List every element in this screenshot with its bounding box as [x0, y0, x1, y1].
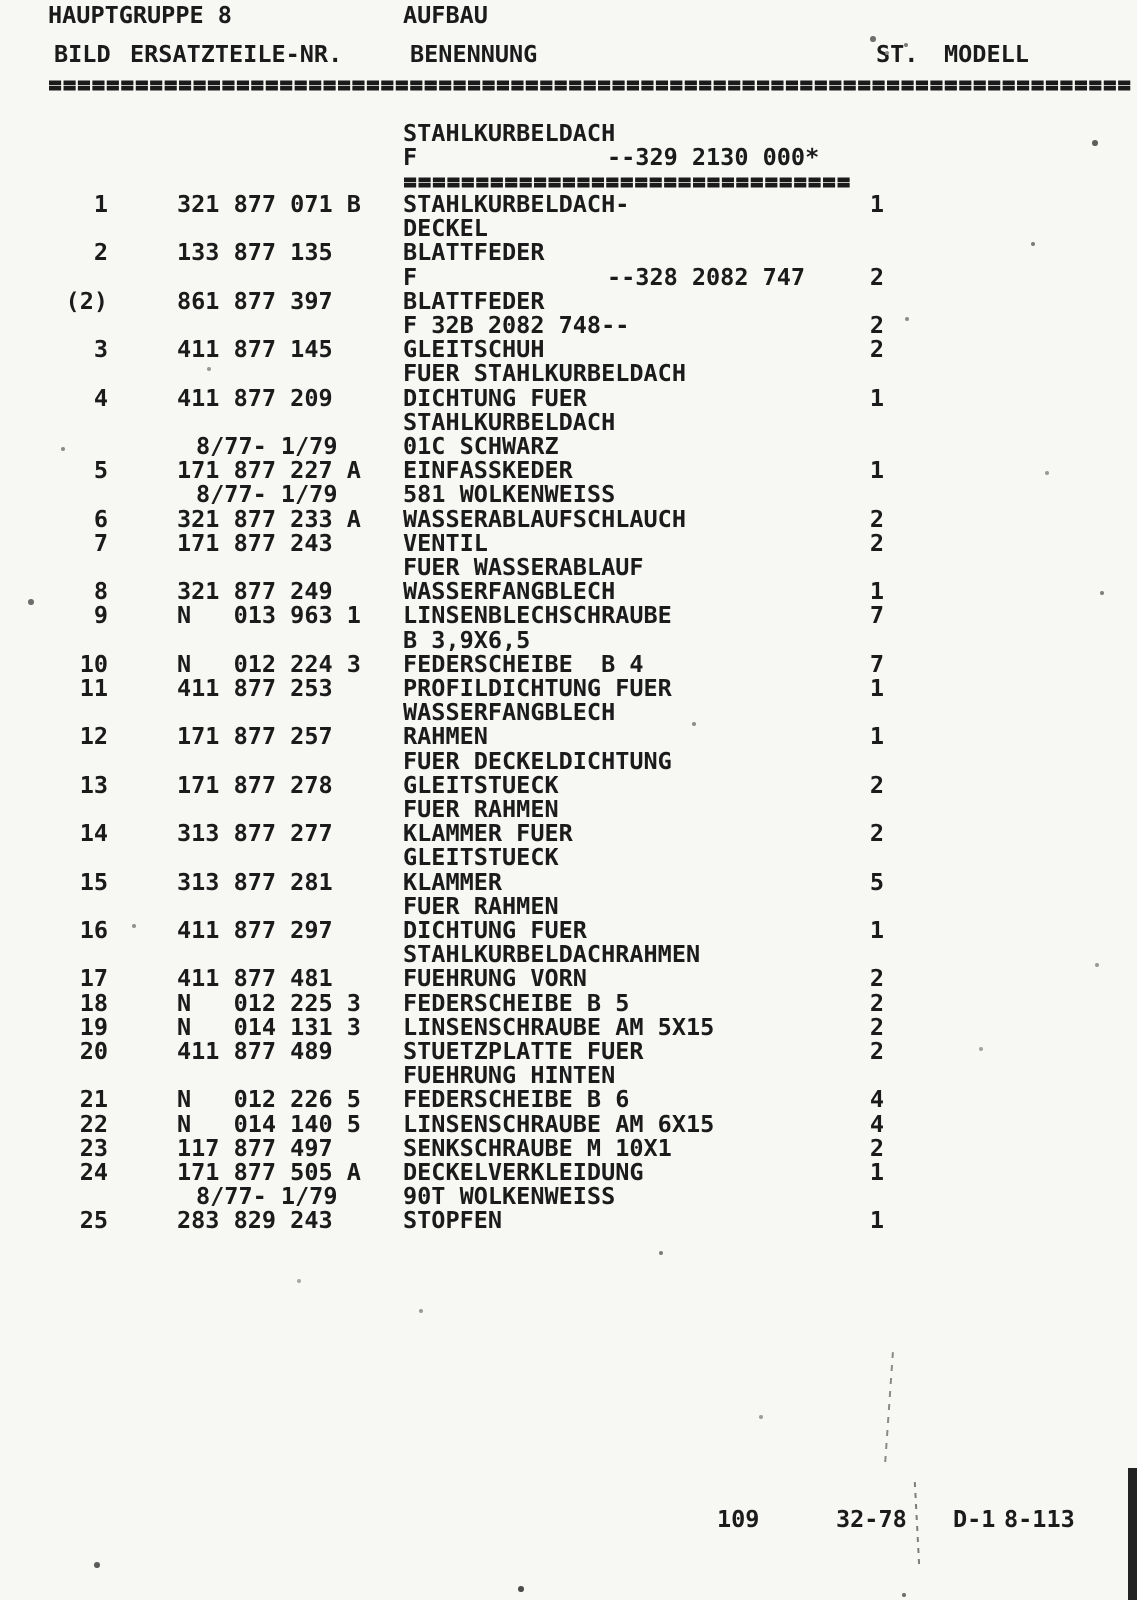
- date-range: 8/77- 1/79: [196, 480, 338, 509]
- part-description: WASSERFANGBLECH: [403, 698, 616, 727]
- part-description: FEDERSCHEIBE B 4: [403, 649, 644, 678]
- date-range: 8/77- 1/79: [196, 432, 338, 460]
- scan-speckles: [0, 0, 2, 2]
- part-description: WASSERABLAUFSCHLAUCH: [403, 504, 686, 533]
- table-row: [48, 821, 1137, 846]
- item-number: 21: [79, 1085, 108, 1114]
- part-number: 321 877 249: [177, 577, 333, 606]
- item-number: 15: [79, 867, 108, 896]
- item-number: 19: [79, 1012, 108, 1041]
- part-description: STAHLKURBELDACH: [403, 407, 616, 436]
- header-separator-row: [48, 72, 1137, 97]
- part-number: 117 877 497: [177, 1133, 333, 1162]
- column-header-part-number: ERSATZTEILE-NR.: [130, 40, 343, 68]
- part-number: 411 877 145: [177, 335, 333, 364]
- quantity: 2: [869, 1133, 884, 1162]
- table-row: [48, 361, 1137, 386]
- part-number: 171 877 505 A: [177, 1158, 361, 1186]
- part-number: 411 877 297: [177, 916, 333, 944]
- table-row: [48, 1109, 1137, 1138]
- quantity: 1: [869, 1206, 884, 1235]
- footer-section-code: D-1: [953, 1505, 996, 1533]
- assembly-title: STAHLKURBELDACH: [403, 119, 616, 147]
- part-description: F: [403, 262, 418, 291]
- item-number: 14: [79, 819, 108, 848]
- item-number: 8: [93, 577, 108, 606]
- part-number: 321 877 233 A: [177, 504, 361, 533]
- item-number: 2: [93, 238, 108, 267]
- part-number: 861 877 397: [177, 286, 333, 315]
- part-description: WASSERFANGBLECH: [403, 577, 616, 606]
- quantity: 1: [869, 456, 884, 485]
- item-number: 6: [93, 504, 108, 533]
- quantity: 2: [869, 819, 884, 848]
- quantity: 2: [869, 311, 884, 339]
- item-number: 5: [93, 456, 108, 485]
- table-row: [48, 988, 1137, 1017]
- part-description: FEDERSCHEIBE B 6: [403, 1085, 630, 1114]
- header-separator: ===========================================================================: [48, 70, 1132, 98]
- part-number: 321 877 071 B: [177, 190, 361, 218]
- assembly-title-row: [48, 121, 1137, 146]
- part-description: FUER RAHMEN: [403, 795, 559, 823]
- part-description: LINSENBLECHSCHRAUBE: [403, 601, 672, 630]
- part-description: DECKEL: [403, 214, 488, 243]
- table-row: [48, 724, 1137, 749]
- item-number: (2): [65, 286, 108, 315]
- item-number: 10: [79, 649, 108, 678]
- part-description: STOPFEN: [403, 1206, 503, 1235]
- part-number: N 013 963 1: [177, 601, 361, 630]
- item-number: 7: [93, 528, 108, 557]
- item-number: 23: [79, 1133, 108, 1162]
- part-description: DICHTUNG FUER: [403, 383, 587, 412]
- part-number: 171 877 227 A: [177, 456, 361, 485]
- part-number: 171 877 257: [177, 722, 333, 751]
- item-number: 11: [79, 674, 108, 702]
- part-number: 313 877 281: [177, 867, 333, 896]
- body-group-title: AUFBAU: [403, 1, 488, 29]
- quantity: 7: [869, 649, 884, 678]
- table-row: [48, 746, 1137, 775]
- item-number: 9: [93, 601, 108, 630]
- quantity: 1: [869, 383, 884, 412]
- item-number: 18: [79, 988, 108, 1017]
- footer-issue-code: 32-78: [836, 1505, 907, 1533]
- part-description: KLAMMER: [403, 867, 503, 896]
- part-description: FUER RAHMEN: [403, 891, 559, 920]
- table-row: [48, 845, 1137, 870]
- table-row: [48, 625, 1137, 654]
- part-number: N 012 225 3: [177, 988, 361, 1017]
- item-number: 20: [79, 1037, 108, 1065]
- table-row: [48, 1087, 1137, 1112]
- item-number: 16: [79, 916, 108, 944]
- part-description: GLEITSTUECK: [403, 770, 559, 799]
- quantity: 2: [869, 964, 884, 993]
- assembly-separator: ===============================: [403, 167, 851, 195]
- table-row: [48, 603, 1137, 628]
- item-number: 12: [79, 722, 108, 751]
- part-description: LINSENSCHRAUBE AM 5X15: [403, 1012, 715, 1041]
- part-number: 411 877 253: [177, 674, 333, 702]
- quantity: 2: [869, 528, 884, 557]
- quantity: 2: [869, 770, 884, 799]
- item-number: 13: [79, 770, 108, 799]
- quantity: 2: [869, 504, 884, 533]
- part-description: STAHLKURBELDACH-: [403, 190, 630, 218]
- part-number: 283 829 243: [177, 1206, 333, 1235]
- part-description: F 32B 2082 748--: [403, 311, 630, 339]
- part-number: N 012 226 5: [177, 1085, 361, 1114]
- part-description: FUER WASSERABLAUF: [403, 553, 644, 581]
- quantity: 2: [869, 335, 884, 364]
- chassis-range-code: --329 2130 000*: [607, 143, 820, 171]
- table-row: [48, 240, 1137, 265]
- footer-row: [48, 1507, 1137, 1532]
- quantity: 2: [869, 988, 884, 1017]
- column-header-row: [48, 42, 1137, 67]
- quantity: 1: [869, 577, 884, 606]
- item-number: 25: [79, 1206, 108, 1235]
- table-row: [48, 966, 1137, 991]
- quantity: 1: [869, 916, 884, 944]
- part-description: FUEHRUNG VORN: [403, 964, 587, 993]
- footer-page-number: 109: [717, 1505, 760, 1533]
- table-row: [48, 504, 1137, 533]
- part-number: 171 877 278: [177, 770, 333, 799]
- item-number: 1: [93, 190, 108, 218]
- item-number: 4: [93, 383, 108, 412]
- part-description: STUETZPLATTE FUER: [403, 1037, 644, 1065]
- quantity: 2: [869, 1012, 884, 1041]
- main-group-title: HAUPTGRUPPE 8: [48, 1, 232, 29]
- quantity: 4: [869, 1109, 884, 1138]
- part-description: DECKELVERKLEIDUNG: [403, 1158, 644, 1186]
- column-header-model: MODELL: [944, 40, 1029, 68]
- part-description: DICHTUNG FUER: [403, 916, 587, 944]
- quantity: 1: [869, 190, 884, 218]
- item-number: 22: [79, 1109, 108, 1138]
- chassis-range-prefix: F: [403, 143, 418, 171]
- quantity: 4: [869, 1085, 884, 1114]
- part-description: BLATTFEDER: [403, 238, 545, 267]
- part-number: N 014 131 3: [177, 1012, 361, 1041]
- part-number: 171 877 243: [177, 528, 333, 557]
- table-row: [48, 383, 1137, 412]
- quantity: 1: [869, 1158, 884, 1186]
- table-row: [48, 1208, 1137, 1233]
- table-row: [48, 262, 1137, 291]
- scan-edge-shadow: [1128, 1468, 1137, 1600]
- part-description: RAHMEN: [403, 722, 488, 751]
- quantity: 1: [869, 674, 884, 702]
- quantity: 7: [869, 601, 884, 630]
- part-description: PROFILDICHTUNG FUER: [403, 674, 672, 702]
- page-title-row: [48, 3, 1137, 28]
- part-description: FUER DECKELDICHTUNG: [403, 746, 672, 775]
- column-header-bild: BILD: [54, 40, 111, 68]
- part-description: B 3,9X6,5: [403, 625, 531, 654]
- scan-streak: [884, 1352, 894, 1464]
- part-number: 411 877 481: [177, 964, 333, 993]
- part-description: 581 WOLKENWEISS: [403, 480, 616, 509]
- part-description: STAHLKURBELDACHRAHMEN: [403, 940, 701, 969]
- part-description: EINFASSKEDER: [403, 456, 573, 485]
- part-description: GLEITSCHUH: [403, 335, 545, 364]
- part-description: GLEITSTUECK: [403, 843, 559, 872]
- part-description: KLAMMER FUER: [403, 819, 573, 848]
- quantity: 2: [869, 262, 884, 291]
- part-description: BLATTFEDER: [403, 286, 545, 315]
- quantity: 1: [869, 722, 884, 751]
- part-number: N 012 224 3: [177, 649, 361, 678]
- table-row: [48, 482, 1137, 507]
- column-header-description: BENENNUNG: [410, 40, 538, 68]
- part-description: FUEHRUNG HINTEN: [403, 1061, 616, 1090]
- table-row: [48, 192, 1137, 217]
- part-description: FEDERSCHEIBE B 5: [403, 988, 630, 1017]
- footer-page-code: 8-113: [1004, 1505, 1075, 1533]
- part-number: 411 877 489: [177, 1037, 333, 1065]
- item-number: 3: [93, 335, 108, 364]
- part-number: 411 877 209: [177, 383, 333, 412]
- item-number: 24: [79, 1158, 108, 1186]
- part-number: 133 877 135: [177, 238, 333, 267]
- column-header-quantity: ST.: [876, 40, 919, 68]
- table-row: [48, 770, 1137, 799]
- part-description: 01C SCHWARZ: [403, 432, 559, 460]
- part-description: SENKSCHRAUBE M 10X1: [403, 1133, 672, 1162]
- part-description: LINSENSCHRAUBE AM 6X15: [403, 1109, 715, 1138]
- quantity: 5: [869, 867, 884, 896]
- part-description: 90T WOLKENWEISS: [403, 1182, 616, 1211]
- chassis-code: --328 2082 747: [607, 262, 806, 291]
- table-row: [48, 867, 1137, 896]
- part-number: 313 877 277: [177, 819, 333, 848]
- part-description: VENTIL: [403, 528, 488, 557]
- date-range: 8/77- 1/79: [196, 1182, 338, 1211]
- quantity: 2: [869, 1037, 884, 1065]
- item-number: 17: [79, 964, 108, 993]
- part-number: N 014 140 5: [177, 1109, 361, 1138]
- part-description: FUER STAHLKURBELDACH: [403, 359, 686, 388]
